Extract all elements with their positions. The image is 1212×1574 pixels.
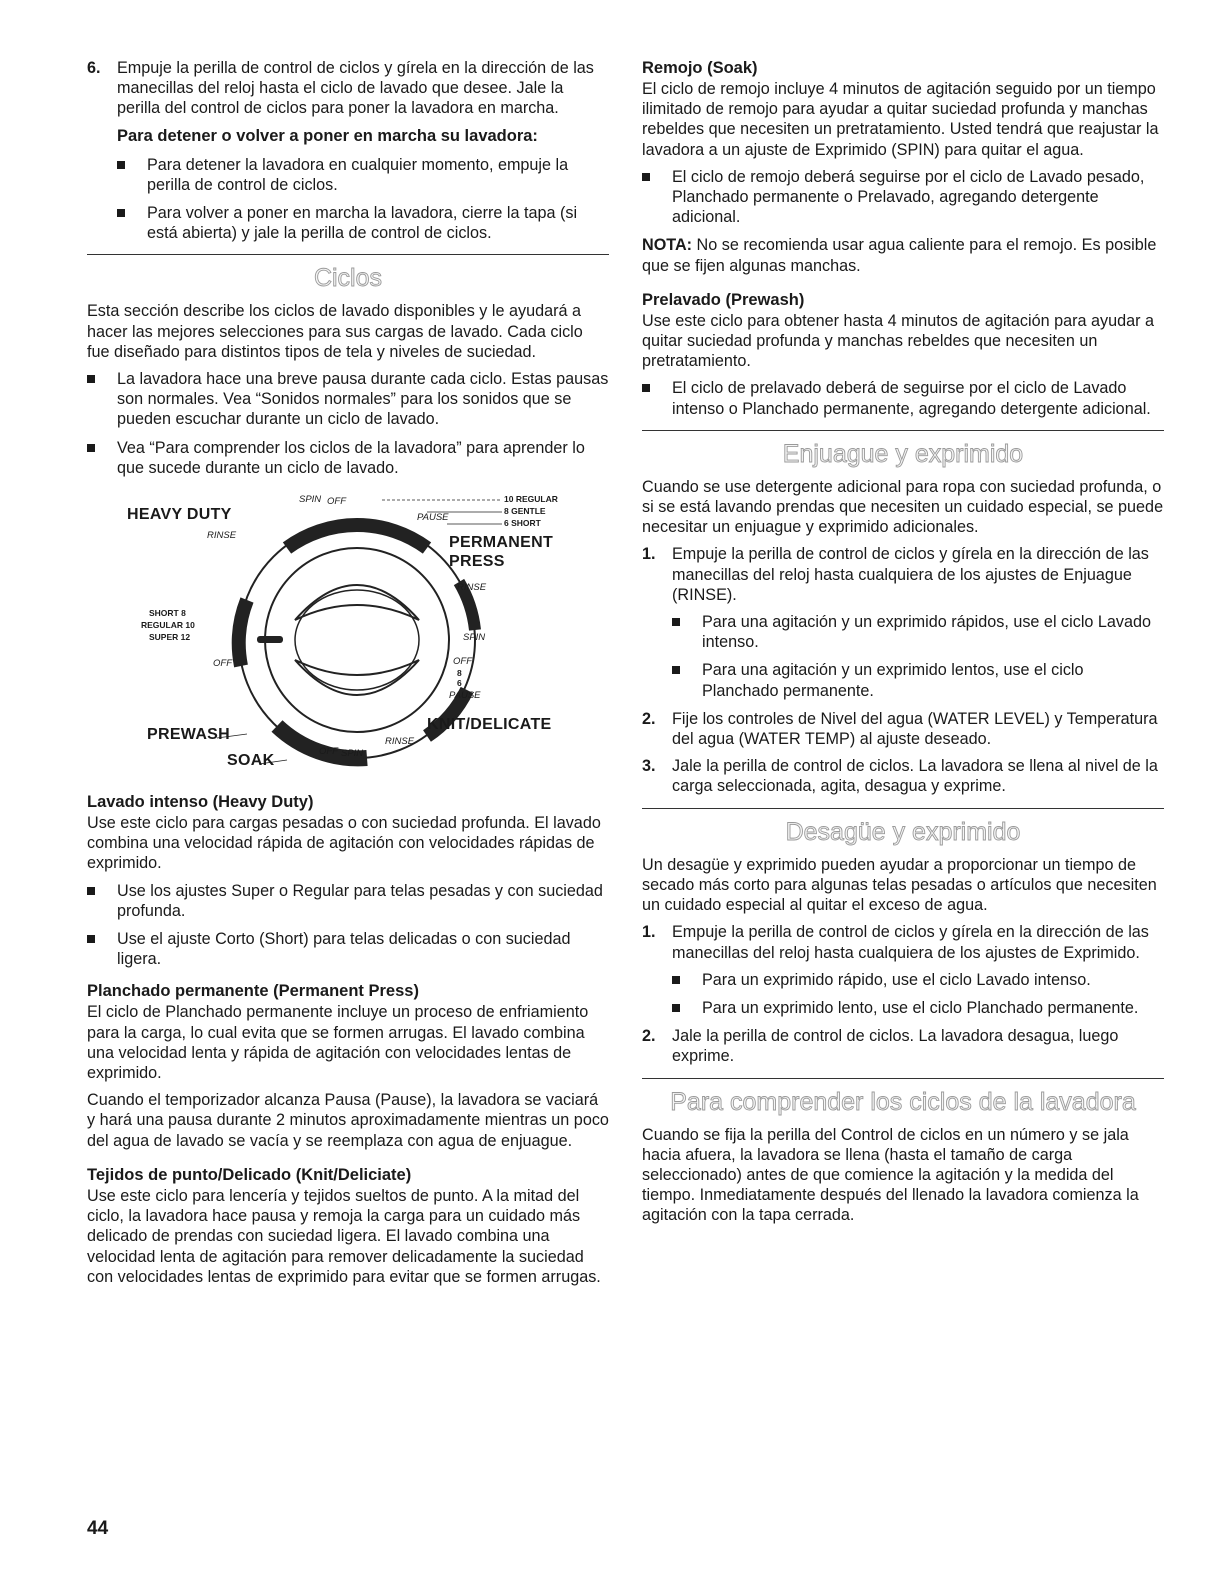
step-text: Empuje la perilla de control de ciclos y gírela en la dirección de las manecillas del reloj hasta el ciclo de lavado que desee. Jale la perilla del control de ciclos para poner la lavadora en marcha. [117,59,594,118]
list-item [87,369,609,430]
bullet-text: El ciclo de prelavado deberá de seguirse por el ciclo de Lavado intenso o Planchado permanente, agregando detergente adicional. [672,379,1151,418]
label-pause-right: PAUSE [449,690,481,702]
permanent-press-text-1: El ciclo de Planchado permanente incluye un proceso de enfriamiento para la carga, lo cual evita que se formen arrugas. El lavado combina una velocidad lenta y rápida de agitación con velocidades lentas de exprimido. [87,1003,589,1083]
drain-step-1 [642,922,1164,962]
label-super-12: SUPER 12 [149,632,191,643]
prewash-text: Use este ciclo para obtener hasta 4 minutos de agitación para ayudar a quitar suciedad profunda y manchas rebeldes que necesiten un pretratamiento. [642,311,1155,371]
bullet-icon [87,444,95,452]
list-item [642,167,1164,228]
bullet-text: Use los ajustes Super o Regular para telas pesadas y con suciedad profunda. [117,881,603,920]
list-item [117,155,609,195]
prewash-heading: Prelavado (Prewash) [642,290,805,309]
knit-delicate-heading: Tejidos de punto/Delicado (Knit/Deliciate) [87,1165,412,1184]
drain-intro: Un desagüe y exprimido pueden ayudar a proporcionar un tiempo de secado más corto para algunas telas pesadas o artículos que necesiten un cuidado especial al quitar el exceso de agua. [642,855,1157,915]
step-number: 2. [642,709,656,728]
section-title-drain-spin: Desagüe y exprimido [785,817,1021,846]
bullet-text: El ciclo de remojo deberá seguirse por el ciclo de Lavado pesado, Planchado permanente o Prelavado, agregando detergente adicional. [672,167,1145,227]
label-rinse-right: RINSE [457,582,487,594]
list-item [672,970,1164,990]
bullet-icon [672,666,680,674]
label-spin-bottom: SPIN [341,748,364,760]
bullet-icon [672,618,680,626]
right-column [642,58,1164,1233]
label-pause-top: PAUSE [417,512,449,524]
bullet-text: Vea “Para comprender los ciclos de la lavadora” para aprender lo que sucede durante un ciclo de lavado. [117,438,585,477]
step-number: 3. [642,757,656,776]
list-item [87,881,609,921]
rinse-step-3 [642,756,1164,796]
nota-text: No se recomienda usar agua caliente para el remojo. Es posible que se fijen algunas manchas. [642,236,1157,275]
section-divider [642,808,1164,809]
bullet-text: Para un exprimido rápido, use el ciclo Lavado intenso. [702,970,1091,989]
label-soak: SOAK [227,752,275,770]
left-column [87,58,609,1294]
section-divider [87,254,609,255]
list-item [87,438,609,478]
label-off-bottom: OFF [319,746,338,758]
bullet-icon [642,173,650,181]
bullet-text: Para volver a poner en marcha la lavadora, cierre la tapa (si está abierta) y jale la perilla de control de ciclos. [147,204,578,243]
rinse-intro: Cuando se use detergente adicional para ropa con suciedad profunda, o si se está lavando prendas que necesiten un cuidado especial, se puede necesitar un enjuague y exprimido adicionales. [642,477,1164,537]
step-number: 2. [642,1027,656,1046]
label-prewash: PREWASH [147,726,230,744]
step-6 [87,58,609,119]
knit-delicate-text: Use este ciclo para lencería y tejidos sueltos de punto. A la mitad del ciclo, la lavadora hace pausa y remoja la carga para un cuidado más delicado de prendas con suciedad ligera. El lavado combina una velocidad lenta de agitación para remover delicadamente la suciedad con velocidades lentas de exprimido para evitar que se formen arrugas. [87,1186,601,1286]
step-text: Empuje la perilla de control de ciclos y gírela en la dirección de las manecillas del reloj hasta cualquiera de los ajustes de Exprimido. [672,923,1149,962]
label-permanent: PERMANENT [449,534,554,552]
bullet-icon [642,384,650,392]
ciclos-intro: Esta sección describe los ciclos de lavado disponibles y le ayudará a hacer las mejores selecciones para sus cargas de lavado. Cada ciclo fue diseñado para distintos tipos de tela y niveles de suciedad. [87,302,583,361]
label-num-6: 6 [457,678,462,689]
label-off-left: OFF [213,658,232,670]
stop-heading: Para detener o volver a poner en marcha su lavadora: [117,126,538,145]
cycle-dial-diagram [127,490,587,780]
list-item [87,929,609,969]
bullet-icon [87,375,95,383]
heavy-duty-text: Use este ciclo para cargas pesadas o con suciedad profunda. El lavado combina una velocidad rápida de agitación con velocidades rápidas de exprimido. [87,814,601,873]
step-text: Empuje la perilla de control de ciclos y gírela en la dirección de las manecillas del reloj hasta cualquiera de los ajustes de Enjuague (RINSE). [672,545,1149,604]
page-number: 44 [87,1518,109,1539]
section-title-rinse-spin: Enjuague y exprimido [782,439,1024,468]
label-heavy-duty: HEAVY DUTY [127,506,232,524]
bullet-text: Para una agitación y un exprimido lentos, use el ciclo Planchado permanente. [702,661,1084,700]
label-6-short: 6 SHORT [504,518,541,529]
list-item [672,612,1164,652]
bullet-text: Para un exprimido lento, use el ciclo Planchado permanente. [702,998,1139,1017]
label-short-8: SHORT 8 [149,608,186,619]
list-item [117,203,609,243]
list-item [672,660,1164,700]
bullet-icon [87,935,95,943]
nota [642,235,1164,275]
step-number: 6. [87,59,101,77]
rinse-step-2 [642,709,1164,749]
step-number: 1. [642,923,656,942]
drain-step-2 [642,1026,1164,1066]
step-text: Fije los controles de Nivel del agua (WATER LEVEL) y Temperatura del agua (WATER TEMP) al ajuste deseado. [672,709,1158,749]
step-number: 1. [642,545,656,564]
label-press: PRESS [449,553,505,571]
bullet-icon [672,1004,680,1012]
bullet-icon [117,209,125,217]
label-10-regular: 10 REGULAR [504,494,558,505]
soak-text: El ciclo de remojo incluye 4 minutos de agitación seguido por un tiempo ilimitado de remojo para ayudar a quitar suciedad profunda y manchas rebeldes que necesiten un pretratamiento. Usted tendrá que reajustar la lavadora a un ajuste de Exprimido (SPIN) para quitar el agua. [642,80,1159,159]
label-rinse-left: RINSE [207,530,237,542]
label-num-8: 8 [457,668,462,679]
label-8-gentle: 8 GENTLE [504,506,546,517]
bullet-text: Para detener la lavadora en cualquier momento, empuje la perilla de control de ciclos. [147,155,569,194]
label-rinse-bottom: RINSE [385,736,415,748]
nota-label: NOTA: [642,236,693,255]
soak-heading: Remojo (Soak) [642,59,758,77]
label-knit-delicate: KNIT/DELICATE [427,716,552,734]
permanent-press-heading: Planchado permanente (Permanent Press) [87,982,419,1001]
step-text: Jale la perilla de control de ciclos. La lavadora se llena al nivel de la carga seleccionada, agita, desagua y exprime. [672,757,1158,796]
permanent-press-text-2: Cuando el temporizador alcanza Pausa (Pause), la lavadora se vaciará y hará una pausa durante 2 minutos aproximadamente mientras un poco del agua de lavado se vacía y se reemplaza con agua de enjuague. [87,1091,609,1150]
list-item [642,378,1164,418]
step-text: Jale la perilla de control de ciclos. La lavadora desagua, luego exprime. [672,1027,1119,1066]
label-off-top: OFF [327,496,346,508]
bullet-text: La lavadora hace una breve pausa durante cada ciclo. Estas pausas son normales. Vea “Sonidos normales” para los sonidos que se pueden escuchar durante un ciclo de lavado. [117,370,609,429]
bullet-icon [117,161,125,169]
bullet-text: Para una agitación y un exprimido rápidos, use el ciclo Lavado intenso. [702,613,1152,652]
understand-text: Cuando se fija la perilla del Control de ciclos en un número y se jala hacia afuera, la lavadora se llena (hasta el tamaño de carga seleccionado) antes de que comience la agitación y la medida del tiempo. Inmediatamente después del llenado la lavadora comienza la agitación con la tapa cerrada. [642,1125,1139,1225]
label-spin-right: SPIN [463,632,486,644]
label-off-right: OFF [453,656,472,668]
section-title-understand-cycles: Para comprender los ciclos de la lavadora [670,1087,1136,1116]
rinse-step-1 [642,544,1164,605]
label-regular-10: REGULAR 10 [141,620,195,631]
bullet-icon [87,887,95,895]
bullet-icon [672,976,680,984]
section-divider [642,1078,1164,1079]
heavy-duty-heading: Lavado intenso (Heavy Duty) [87,793,314,812]
list-item [672,998,1164,1018]
section-title-ciclos: Ciclos [313,264,383,293]
bullet-text: Use el ajuste Corto (Short) para telas delicadas o con suciedad ligera. [117,930,571,969]
section-divider [642,430,1164,431]
label-spin-top: SPIN [299,494,322,506]
